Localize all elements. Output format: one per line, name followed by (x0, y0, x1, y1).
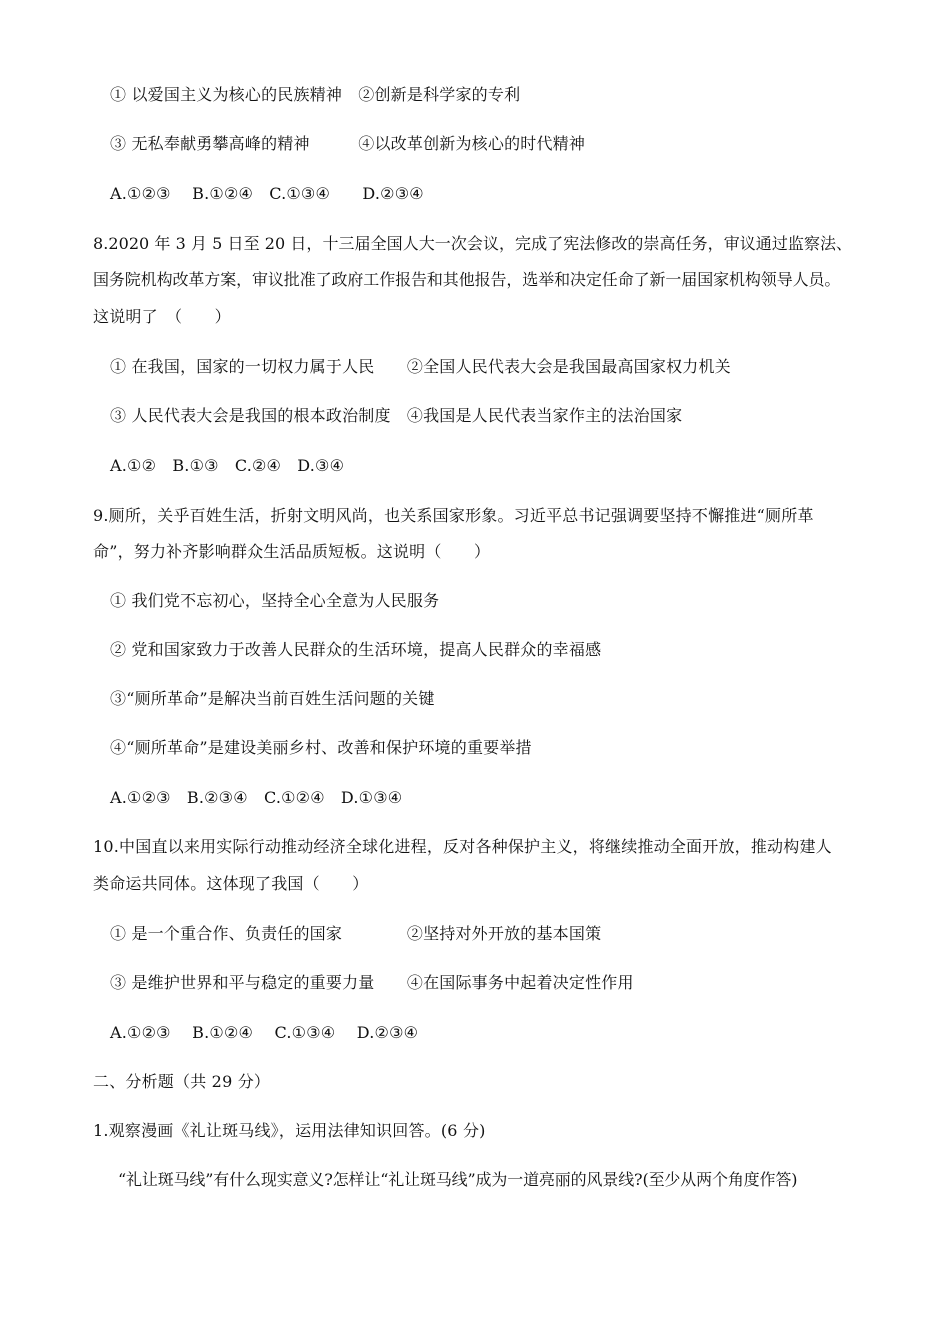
q8-stem-line-2: 国务院机构改革方案，审议批准了政府工作报告和其他报告，选举和决定任命了新一届国家机构领导人员。 (93, 270, 841, 289)
q8-answer-choices: A.①② B.①③ C.②④ D.③④ (110, 456, 345, 475)
q10-stem-line-1: 10.中国直以来用实际行动推动经济全球化进程，反对各种保护主义，将继续推动全面开放，推动构建人 (93, 837, 832, 856)
q9-option-3: ③“厕所革命”是解决当前百姓生活问题的关键 (110, 689, 435, 708)
q9-option-1: ① 我们党不忘初心，坚持全心全意为人民服务 (110, 591, 440, 610)
q8-stem-line-1: 8.2020 年 3 月 5 日至 20 日，十三届全国人大一次会议，完成了宪法修改的崇高任务，审议通过监察法、 (93, 234, 853, 253)
q7-answer-choices: A.①②③ B.①②④ C.①③④ D.②③④ (110, 184, 424, 203)
q10-stem-line-2: 类命运共同体。这体现了我国（ ） (93, 874, 369, 893)
q10-answer-choices: A.①②③ B.①②④ C.①③④ D.②③④ (110, 1023, 419, 1042)
q9-stem-line-2: 命”，努力补齐影响群众生活品质短板。这说明（ ） (93, 542, 491, 561)
q10-options-row-1: ① 是一个重合作、负责任的国家 ②坚持对外开放的基本国策 (110, 924, 602, 943)
q9-stem-line-1: 9.厕所，关乎百姓生活，折射文明风尚，也关系国家形象。习近平总书记强调要坚持不懈推进“厕所革 (93, 506, 814, 525)
q9-option-2: ② 党和国家致力于改善人民群众的生活环境，提高人民群众的幸福感 (110, 640, 602, 659)
q7-options-row-2: ③ 无私奉献勇攀高峰的精神 ④以改革创新为核心的时代精神 (110, 134, 586, 153)
q9-option-4: ④“厕所革命”是建设美丽乡村、改善和保护环境的重要举措 (110, 738, 532, 757)
section-2-heading: 二、分析题（共 29 分） (93, 1072, 271, 1091)
q8-options-row-1: ① 在我国，国家的一切权力属于人民 ②全国人民代表大会是我国最高国家权力机关 (110, 357, 731, 376)
q8-stem-line-3: 这说明了 （ ） (93, 307, 231, 326)
section-2-q1-stem: 1.观察漫画《礼让斑马线》，运用法律知识回答。(6 分) (93, 1121, 486, 1140)
q8-options-row-2: ③ 人民代表大会是我国的根本政治制度 ④我国是人民代表当家作主的法治国家 (110, 406, 683, 425)
section-2-q1-prompt: “礼让斑马线”有什么现实意义?怎样让“礼让斑马线”成为一道亮丽的风景线?(至少从两个角度作答) (118, 1170, 798, 1189)
q7-options-row-1: ① 以爱国主义为核心的民族精神 ②创新是科学家的专利 (110, 85, 521, 104)
q10-options-row-2: ③ 是维护世界和平与稳定的重要力量 ④在国际事务中起着决定性作用 (110, 973, 634, 992)
q9-answer-choices: A.①②③ B.②③④ C.①②④ D.①③④ (110, 788, 403, 807)
